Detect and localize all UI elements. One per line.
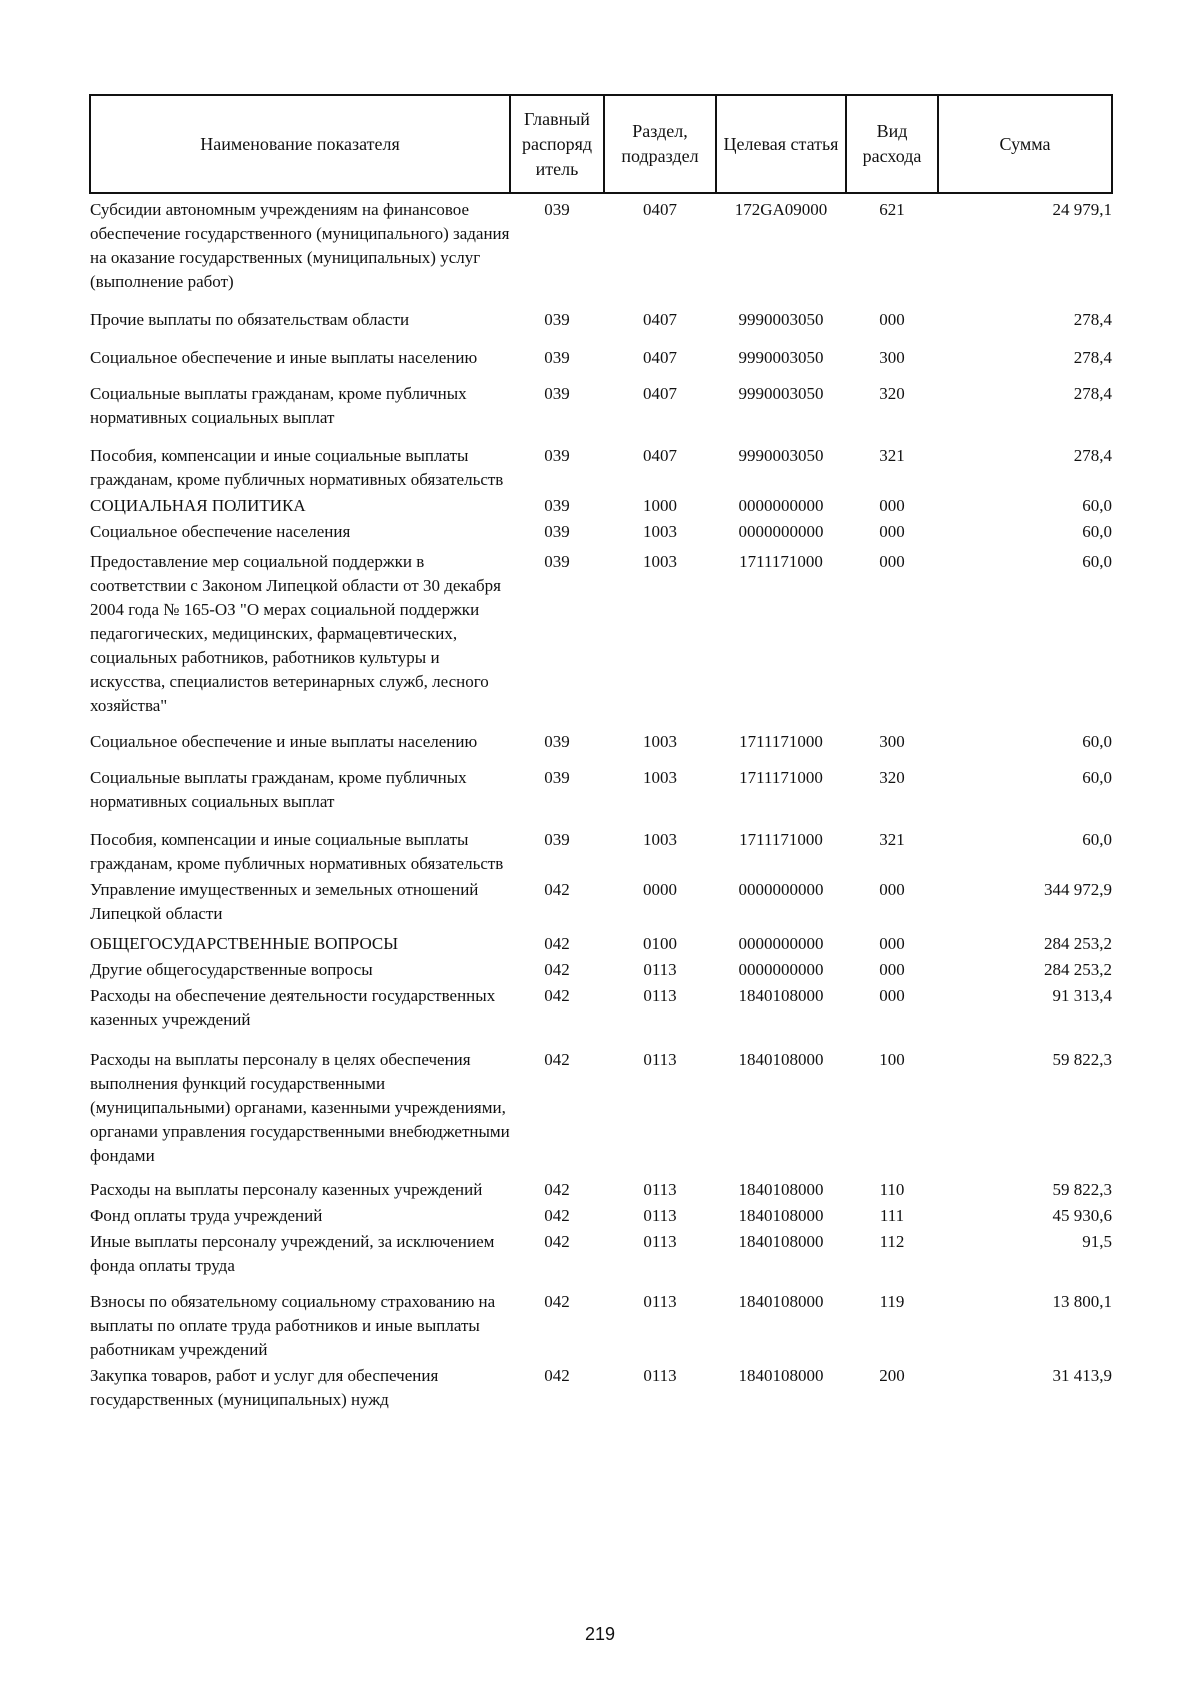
row-admin: 042 (544, 880, 570, 899)
row-section: 0407 (643, 310, 677, 329)
row-type: 000 (879, 310, 905, 329)
table-row (90, 544, 1112, 718)
row-section: 0113 (643, 1366, 677, 1385)
row-type: 000 (879, 880, 905, 899)
row-section: 0113 (643, 1180, 677, 1199)
row-target: 1840108000 (738, 1206, 824, 1225)
row-name: Другие общегосударственные вопросы (90, 960, 373, 979)
table-row (90, 430, 1112, 492)
row-admin: 039 (544, 200, 570, 219)
row-admin: 042 (544, 960, 570, 979)
row-sum: 59 822,3 (1052, 1050, 1112, 1069)
page-number: 219 (584, 1624, 616, 1644)
row-target: 1840108000 (738, 986, 824, 1005)
table-row (90, 926, 1112, 956)
row-name: Расходы на обеспечение деятельности государственных казенных учреждений (90, 986, 496, 1029)
row-type: 300 (879, 732, 905, 751)
row-section: 1003 (643, 552, 677, 571)
row-admin: 042 (544, 1292, 570, 1311)
row-admin: 042 (544, 1366, 570, 1385)
row-admin: 039 (544, 732, 570, 751)
row-type: 000 (879, 496, 905, 515)
row-target: 0000000000 (738, 960, 824, 979)
row-admin: 042 (544, 1180, 570, 1199)
row-sum: 278,4 (1073, 310, 1112, 329)
row-section: 0113 (643, 1232, 677, 1251)
row-admin: 042 (544, 1050, 570, 1069)
header-section: Раздел, подраздел (604, 95, 716, 193)
row-sum: 91 313,4 (1052, 986, 1112, 1005)
row-name: Расходы на выплаты персоналу казенных учреждений (90, 1180, 483, 1199)
row-target: 0000000000 (738, 522, 824, 541)
row-section: 0407 (643, 200, 677, 219)
row-admin: 039 (544, 446, 570, 465)
table-row (90, 492, 1112, 518)
row-type: 200 (879, 1366, 905, 1385)
table-row (90, 754, 1112, 814)
row-name: Расходы на выплаты персоналу в целях обеспечения выполнения функций государственными (муниципальными) органами, казенными учреждениями, органами управления государственными внебюджетными фондами (90, 1050, 510, 1165)
row-name: Иные выплаты персоналу учреждений, за исключением фонда оплаты труда (90, 1232, 495, 1275)
row-type: 300 (879, 348, 905, 367)
row-name: СОЦИАЛЬНАЯ ПОЛИТИКА (90, 496, 306, 515)
row-admin: 039 (544, 552, 570, 571)
row-target: 172GA09000 (734, 200, 828, 219)
row-section: 0407 (643, 446, 677, 465)
row-target: 9990003050 (738, 310, 824, 329)
row-target: 0000000000 (738, 880, 824, 899)
row-target: 1840108000 (738, 1050, 824, 1069)
header-name: Наименование показателя (90, 95, 510, 193)
row-admin: 039 (544, 384, 570, 403)
row-name: Взносы по обязательному социальному страхованию на выплаты по оплате труда работников и иные выплаты работникам учреждений (90, 1292, 496, 1359)
row-sum: 60,0 (1082, 732, 1112, 751)
row-sum: 31 413,9 (1052, 1366, 1112, 1385)
row-sum: 344 972,9 (1044, 880, 1112, 899)
row-target: 1840108000 (738, 1292, 824, 1311)
row-section: 0113 (643, 986, 677, 1005)
row-sum: 91,5 (1082, 1232, 1112, 1251)
row-admin: 042 (544, 934, 570, 953)
row-target: 1711171000 (739, 732, 823, 751)
row-name: ОБЩЕГОСУДАРСТВЕННЫЕ ВОПРОСЫ (90, 934, 399, 953)
row-sum: 278,4 (1073, 446, 1112, 465)
row-admin: 042 (544, 1232, 570, 1251)
row-section: 0113 (643, 1292, 677, 1311)
row-name: Прочие выплаты по обязательствам области (90, 310, 410, 329)
table-row (90, 370, 1112, 430)
row-section: 1003 (643, 522, 677, 541)
row-type: 321 (879, 446, 905, 465)
row-sum: 60,0 (1082, 768, 1112, 787)
row-type: 000 (879, 934, 905, 953)
row-type: 119 (879, 1292, 905, 1311)
row-target: 1840108000 (738, 1366, 824, 1385)
header-target: Целевая статья (716, 95, 846, 193)
row-target: 0000000000 (738, 934, 824, 953)
row-admin: 039 (544, 830, 570, 849)
row-section: 0407 (643, 384, 677, 403)
table-row (90, 1032, 1112, 1168)
row-target: 9990003050 (738, 446, 824, 465)
row-sum: 278,4 (1073, 384, 1112, 403)
row-target: 1840108000 (738, 1232, 824, 1251)
row-section: 0113 (643, 1050, 677, 1069)
row-type: 100 (879, 1050, 905, 1069)
row-name: Управление имущественных и земельных отношений Липецкой области (90, 880, 479, 923)
row-type: 000 (879, 986, 905, 1005)
row-admin: 039 (544, 348, 570, 367)
row-target: 1711171000 (739, 830, 823, 849)
header-admin: Главный распоряд итель (510, 95, 604, 193)
table-row (90, 1278, 1112, 1362)
row-sum: 60,0 (1082, 496, 1112, 515)
row-type: 621 (879, 200, 905, 219)
row-type: 321 (879, 830, 905, 849)
row-sum: 284 253,2 (1044, 960, 1112, 979)
row-admin: 039 (544, 310, 570, 329)
row-target: 0000000000 (738, 496, 824, 515)
row-sum: 45 930,6 (1052, 1206, 1112, 1225)
row-name: Пособия, компенсации и иные социальные выплаты гражданам, кроме публичных нормативных обязательств (90, 446, 504, 489)
row-sum: 60,0 (1082, 830, 1112, 849)
row-name: Социальное обеспечение и иные выплаты населению (90, 732, 478, 751)
table-row (90, 294, 1112, 332)
row-section: 1003 (643, 732, 677, 751)
table-row (90, 982, 1112, 1032)
table-row (90, 1168, 1112, 1202)
header-type: Вид расхода (846, 95, 938, 193)
row-section: 0113 (643, 1206, 677, 1225)
row-sum: 60,0 (1082, 522, 1112, 541)
row-sum: 60,0 (1082, 552, 1112, 571)
table-row (90, 956, 1112, 982)
row-section: 1003 (643, 830, 677, 849)
row-type: 000 (879, 960, 905, 979)
row-section: 0100 (643, 934, 677, 953)
table-row (90, 1202, 1112, 1228)
row-section: 0000 (643, 880, 677, 899)
row-admin: 039 (544, 768, 570, 787)
row-section: 1000 (643, 496, 677, 515)
row-target: 1711171000 (739, 552, 823, 571)
table-header-row (90, 95, 1112, 193)
row-name: Закупка товаров, работ и услуг для обеспечения государственных (муниципальных) нужд (90, 1366, 439, 1409)
row-section: 0407 (643, 348, 677, 367)
table-row (90, 518, 1112, 544)
row-sum: 278,4 (1073, 348, 1112, 367)
row-admin: 042 (544, 1206, 570, 1225)
row-type: 112 (879, 1232, 905, 1251)
row-admin: 039 (544, 496, 570, 515)
row-name: Социальное обеспечение и иные выплаты населению (90, 348, 478, 367)
row-sum: 13 800,1 (1052, 1292, 1112, 1311)
table-row (90, 718, 1112, 754)
header-sum: Сумма (938, 95, 1112, 193)
row-target: 1711171000 (739, 768, 823, 787)
row-target: 9990003050 (738, 348, 824, 367)
row-name: Социальное обеспечение населения (90, 522, 351, 541)
row-type: 320 (879, 384, 905, 403)
row-type: 320 (879, 768, 905, 787)
row-name: Социальные выплаты гражданам, кроме публичных нормативных социальных выплат (90, 768, 467, 811)
row-admin: 039 (544, 522, 570, 541)
table-row (90, 814, 1112, 876)
table-row (90, 876, 1112, 926)
table-row (90, 332, 1112, 370)
row-name: Социальные выплаты гражданам, кроме публичных нормативных социальных выплат (90, 384, 467, 427)
row-type: 110 (879, 1180, 905, 1199)
budget-table (89, 94, 1113, 1412)
row-section: 0113 (643, 960, 677, 979)
row-name: Пособия, компенсации и иные социальные выплаты гражданам, кроме публичных нормативных обязательств (90, 830, 504, 873)
row-admin: 042 (544, 986, 570, 1005)
row-sum: 284 253,2 (1044, 934, 1112, 953)
row-sum: 24 979,1 (1052, 200, 1112, 219)
table-row (90, 193, 1112, 294)
row-name: Субсидии автономным учреждениям на финансовое обеспечение государственного (муниципального) задания на оказание государственных (муниципальных) услуг (выполнение работ) (90, 200, 510, 291)
row-sum: 59 822,3 (1052, 1180, 1112, 1199)
row-target: 9990003050 (738, 384, 824, 403)
row-type: 000 (879, 552, 905, 571)
row-type: 111 (879, 1206, 905, 1225)
row-name: Предоставление мер социальной поддержки в соответствии с Законом Липецкой области от 30 декабря 2004 года № 165-ОЗ "О мерах социальной поддержки педагогических, медицинских, фармацевтических, социальных работников, работников культуры и искусства, специалистов ветеринарных служб, лесного хозяйства" (90, 552, 501, 715)
table-row (90, 1362, 1112, 1412)
row-type: 000 (879, 522, 905, 541)
table-row (90, 1228, 1112, 1278)
row-target: 1840108000 (738, 1180, 824, 1199)
row-name: Фонд оплаты труда учреждений (90, 1206, 323, 1225)
row-section: 1003 (643, 768, 677, 787)
